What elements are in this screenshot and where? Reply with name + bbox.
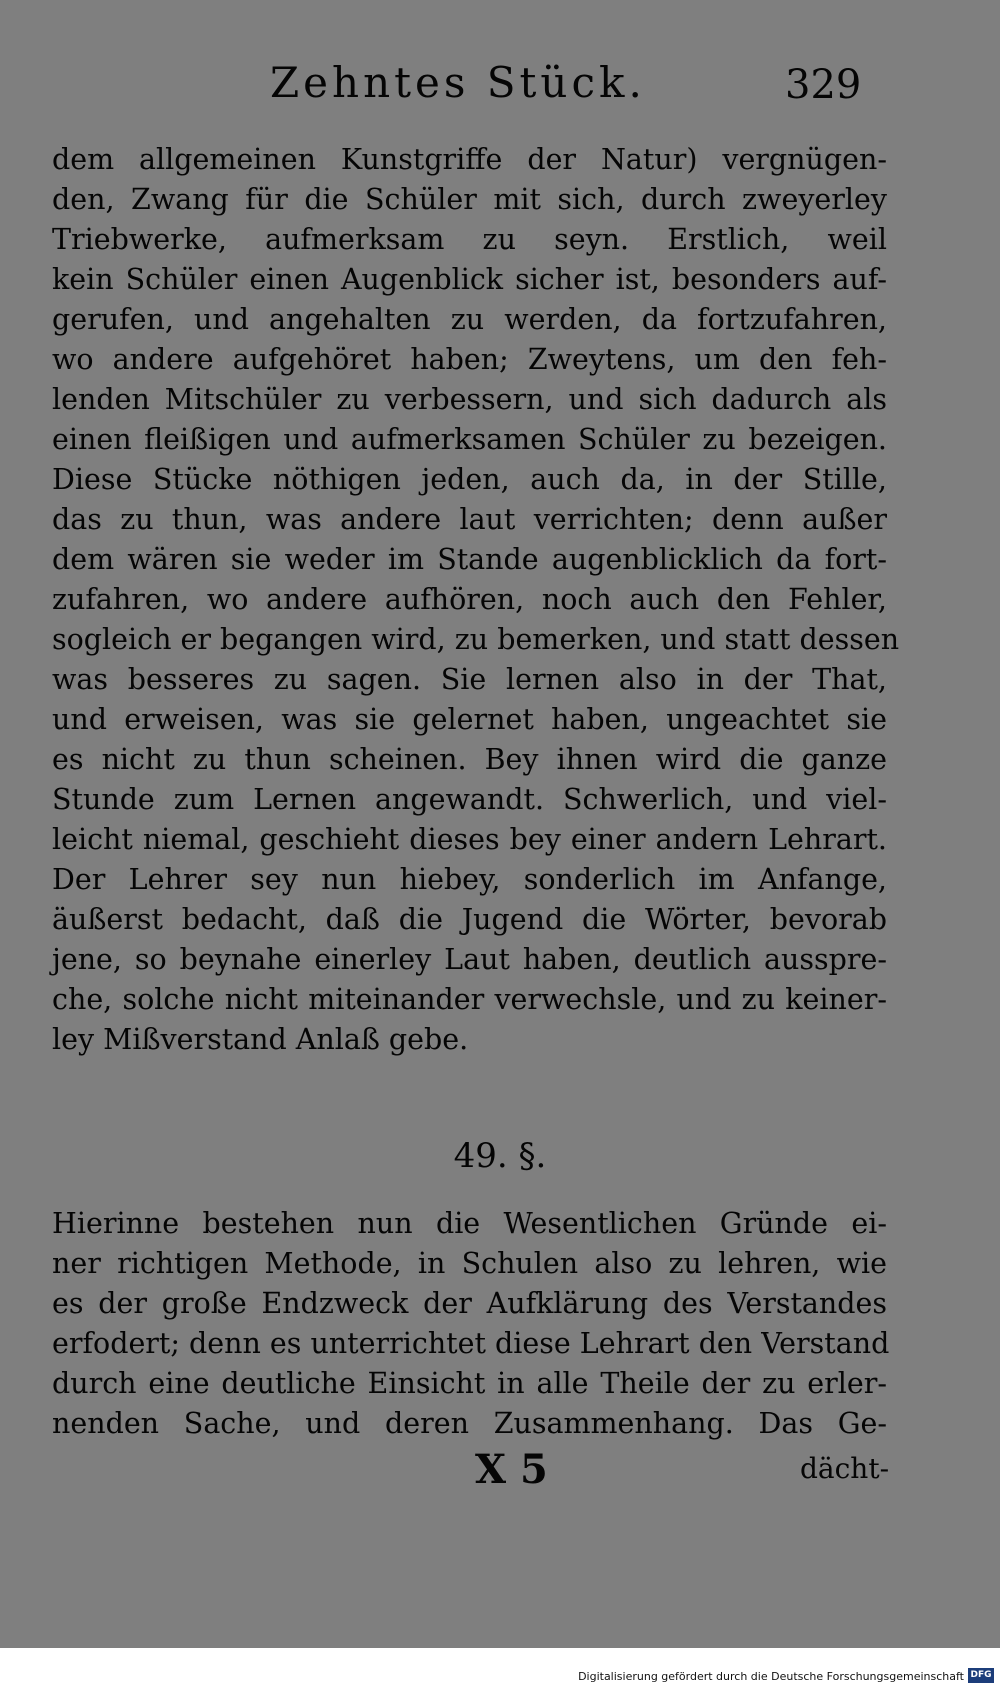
text-line: durch eine deutliche Einsicht in alle Theile der zu erler- — [52, 1367, 887, 1400]
text-line: dem allgemeinen Kunstgriffe der Natur) vergnügen- — [52, 143, 887, 176]
text-line: leicht niemal, geschieht dieses bey einer andern Lehrart. — [52, 823, 887, 856]
dfg-logo: DFG — [968, 1668, 994, 1683]
page-number: 329 — [785, 62, 862, 108]
section-heading: 49. §. — [453, 1136, 547, 1176]
text-line: Stunde zum Lernen angewandt. Schwerlich, und viel- — [52, 783, 887, 816]
text-line: jene, so beynahe einerley Laut haben, deutlich ausspre- — [52, 943, 887, 976]
text-line: äußerst bedacht, daß die Jugend die Wörter, bevorab — [52, 903, 887, 936]
text-line: lenden Mitschüler zu verbessern, und sich dadurch als — [52, 383, 887, 416]
text-line: einen fleißigen und aufmerksamen Schüler zu bezeigen. — [52, 423, 887, 456]
text-line: es nicht zu thun scheinen. Bey ihnen wird die ganze — [52, 743, 887, 776]
text-line: Der Lehrer sey nun hiebey, sonderlich im Anfange, — [52, 863, 887, 896]
text-line: dem wären sie weder im Stande augenblicklich da fort- — [52, 543, 887, 576]
text-line: und erweisen, was sie gelernet haben, ungeachtet sie — [52, 703, 887, 736]
text-line: sogleich er begangen wird, zu bemerken, und statt dessen — [52, 623, 900, 656]
text-line: wo andere aufgehöret haben; Zweytens, um den feh- — [52, 343, 887, 376]
text-line: Triebwerke, aufmerksam zu seyn. Erstlich, weil — [52, 223, 887, 256]
text-line: Hierinne bestehen nun die Wesentlichen Gründe ei- — [52, 1207, 887, 1240]
text-line: erfodert; denn es unterrichtet diese Lehrart den Verstand — [52, 1327, 890, 1360]
digitization-credit: Digitalisierung gefördert durch die Deutsche Forschungsgemeinschaft — [578, 1670, 964, 1683]
text-line: nenden Sache, und deren Zusammenhang. Das Ge- — [52, 1407, 887, 1440]
catchword: dächt- — [800, 1452, 890, 1485]
text-line: zufahren, wo andere aufhören, noch auch den Fehler, — [52, 583, 887, 616]
text-line: das zu thun, was andere laut verrichten; denn außer — [52, 503, 887, 536]
text-line: ner richtigen Methode, in Schulen also zu lehren, wie — [52, 1247, 887, 1280]
text-line: was besseres zu sagen. Sie lernen also in der That, — [52, 663, 887, 696]
text-line: den, Zwang für die Schüler mit sich, durch zweyerley — [52, 183, 887, 216]
text-line: ley Mißverstand Anlaß gebe. — [52, 1023, 469, 1056]
running-header: Zehntes Stück. — [270, 58, 646, 107]
text-line: kein Schüler einen Augenblick sicher ist, besonders auf- — [52, 263, 887, 296]
text-line: che, solche nicht miteinander verwechsle, und zu keiner- — [52, 983, 887, 1016]
signature-mark: X 5 — [475, 1446, 548, 1493]
text-line: es der große Endzweck der Aufklärung des Verstandes — [52, 1287, 887, 1320]
text-line: Diese Stücke nöthigen jeden, auch da, in der Stille, — [52, 463, 887, 496]
text-line: gerufen, und angehalten zu werden, da fortzufahren, — [52, 303, 887, 336]
